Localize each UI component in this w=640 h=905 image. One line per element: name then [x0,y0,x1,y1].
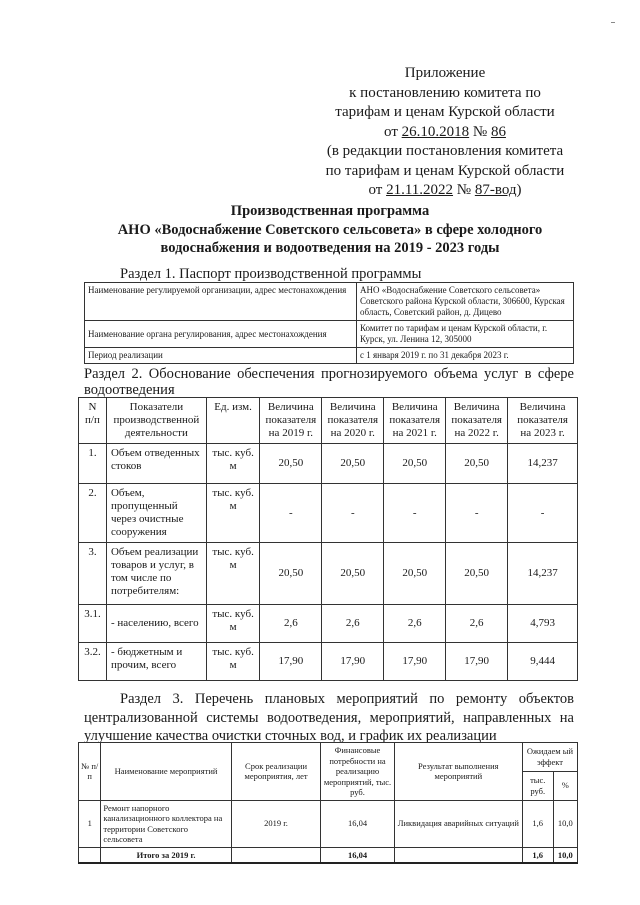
title-line: водоснабжения и водоотведения на 2019 - 2023 годы [160,240,500,256]
volume-table [78,397,578,681]
cell-value: 14,237 [508,543,578,605]
appendix-date-line [300,181,590,201]
passport-value: Комитет по тарифам и ценам Курской области, г. Курск, ул. Ленина 12, 305000 [357,321,574,348]
cell-value: 2,6 [260,605,322,643]
cell-num: 3. [79,543,107,605]
total-label: Итого за 2019 г. [101,847,231,863]
cell-unit: тыс. куб. м [206,484,260,543]
appendix-num-sign: № [453,182,475,198]
col-header: Результат выполнения мероприятий [394,743,522,801]
cell-num: 2. [79,484,107,543]
cell-value: 20,50 [260,444,322,484]
cell-unit: тыс. куб. м [206,643,260,681]
cell-value: 2,6 [384,605,446,643]
cell-value: - [260,484,322,543]
cell-value: 20,50 [384,543,446,605]
table-row [79,643,578,681]
cell-value: 20,50 [260,543,322,605]
cell-value: - [508,484,578,543]
decree-number: 86 [490,123,506,140]
passport-label: Наименование регулируемой организации, адрес местонахождения [85,283,357,321]
passport-value: АНО «Водоснабжение Советского сельсовета» Советского района Курской области, 306600, Курская область, Советский район, д. Дицево [357,283,574,321]
cell-num: 3.1. [79,605,107,643]
scan-mark [611,22,615,23]
appendix-num-sign: № [469,123,491,140]
cell-value: 17,90 [384,643,446,681]
col-header: Ожидаем ый эффект [522,743,577,772]
cell-value: 4,793 [508,605,578,643]
table-row [79,605,578,643]
title-line: АНО «Водоснабжение Советского сельсовета» в сфере холодного [117,221,543,238]
total-rub: 1,6 [522,847,553,863]
cell-value: 20,50 [322,444,384,484]
cell-value: 9,444 [508,643,578,681]
table-row [85,321,574,348]
cell-num: 3.2. [79,643,107,681]
appendix-date-line [300,123,590,143]
cell-value: 17,90 [322,643,384,681]
amendment-date: 21.11.2022 [386,182,454,198]
cell-value: 2,6 [322,605,384,643]
passport-label: Период реализации [85,348,357,364]
cell-term: 2019 г. [231,800,321,847]
appendix-line: (в редакции постановления комитета [326,143,564,159]
appendix-line: Приложение [404,65,486,81]
col-header: Наименование мероприятий [101,743,231,801]
table-header-row [79,743,578,772]
table-row [85,348,574,364]
cell-value: 17,90 [446,643,508,681]
cell-pct: 10,0 [553,800,577,847]
cell-indicator: - населению, всего [106,605,206,643]
measures-table [78,742,578,864]
cell-value: 20,50 [446,543,508,605]
col-header: Срок реализации мероприятия, лет [231,743,321,801]
col-header: % [553,771,577,800]
appendix-line: к постановлению комитета по [349,84,541,101]
appendix-suffix: ) [516,182,522,198]
table-row [85,283,574,321]
cell-indicator: Объем отведенных стоков [106,444,206,484]
appendix-line: по тарифам и ценам Курской области [325,162,565,179]
appendix-prefix: от [384,123,402,140]
appendix-line: тарифам и ценам Курской области [335,104,555,120]
cell-value: 14,237 [508,444,578,484]
cell-value: 20,50 [384,444,446,484]
col-header: Величина показателя на 2023 г. [508,398,578,444]
cell-indicator: Объем, пропущенный через очистные сооружения [106,484,206,543]
cell-value: 20,50 [322,543,384,605]
cell-value: - [322,484,384,543]
section2-heading: Раздел 2. Обоснование обеспечения прогнозируемого объема услуг в сфере водоотведения [84,366,574,398]
col-header: Ед. изм. [206,398,260,444]
cell-indicator: - бюджетным и прочим, всего [106,643,206,681]
cell-value: - [384,484,446,543]
col-header: тыс. руб. [522,771,553,800]
cell-rub: 1,6 [522,800,553,847]
cell-value: 17,90 [260,643,322,681]
table-row [79,543,578,605]
cell-unit: тыс. куб. м [206,543,260,605]
cell-value: 20,50 [446,444,508,484]
cell-value: - [446,484,508,543]
col-header: Финансовые потребности на реализацию мероприятий, тыс. руб. [321,743,394,801]
cell-num: 1 [79,800,101,847]
table-row [79,484,578,543]
document-title [60,202,600,258]
section1-heading: Раздел 1. Паспорт производственной программы [120,266,422,282]
cell-indicator: Объем реализации товаров и услуг, в том числе по потребителям: [106,543,206,605]
amendment-number: 87-вод [474,182,517,198]
title-line: Производственная программа [230,203,430,219]
col-header: N п/п [79,398,107,444]
decree-date: 26.10.2018 [401,123,470,140]
appendix-block [300,64,590,201]
passport-label: Наименование органа регулирования, адрес местонахождения [85,321,357,348]
total-row [79,847,578,863]
appendix-prefix: от [368,182,387,198]
cell-finance: 16,04 [321,800,394,847]
col-header: Величина показателя на 2020 г. [322,398,384,444]
cell-num: 1. [79,444,107,484]
table-row [79,800,578,847]
passport-table [84,282,574,364]
cell-measure: Ремонт напорного канализационного коллектора на территории Советского сельсовета [101,800,231,847]
section3-heading: Раздел 3. Перечень плановых мероприятий по ремонту объектов централизованной системы водоотведения, мероприятий, направленных на улучшение качества очистки сточных вод, и график их реализации [84,691,574,744]
table-header-row [79,398,578,444]
cell-unit: тыс. куб. м [206,605,260,643]
cell-value: 2,6 [446,605,508,643]
col-header: Показатели производственной деятельности [106,398,206,444]
col-header: № п/ п [79,743,101,801]
total-pct: 10,0 [553,847,577,863]
col-header: Величина показателя на 2021 г. [384,398,446,444]
total-finance: 16,04 [321,847,394,863]
passport-value: с 1 января 2019 г. по 31 декабря 2023 г. [357,348,574,364]
cell-result: Ликвидация аварийных ситуаций [394,800,522,847]
table-row [79,444,578,484]
col-header: Величина показателя на 2019 г. [260,398,322,444]
col-header: Величина показателя на 2022 г. [446,398,508,444]
cell-unit: тыс. куб. м [206,444,260,484]
